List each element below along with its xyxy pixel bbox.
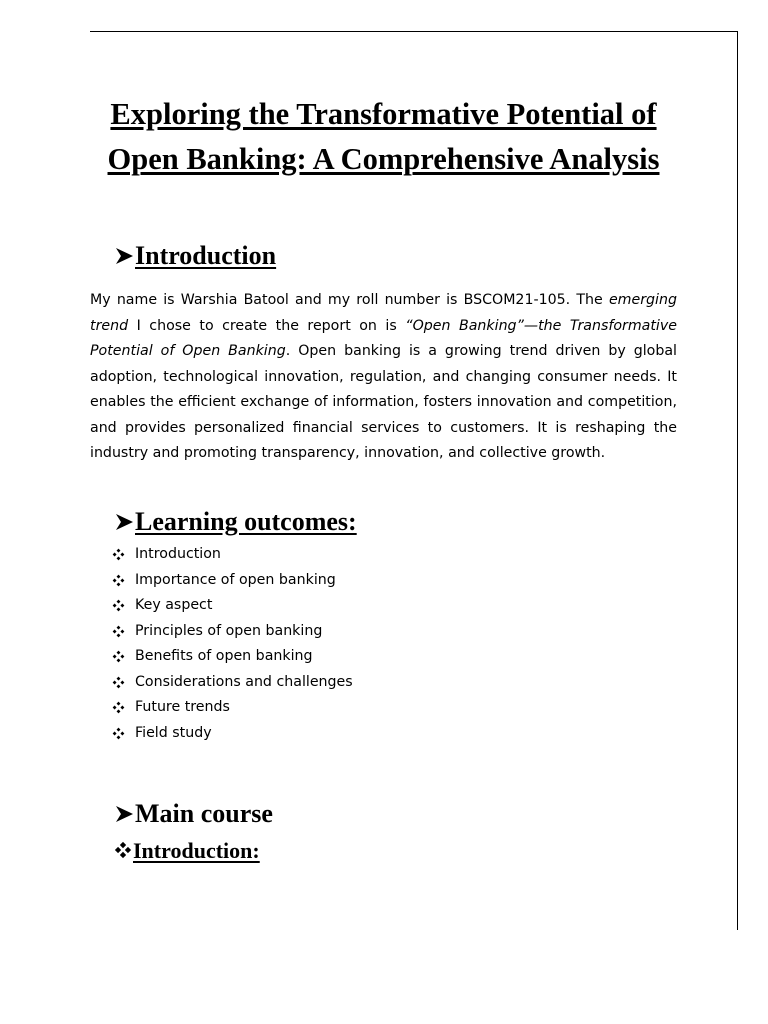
- intro-text-part-1: My name is Warshia Batool and my roll number is BSCOM21-105. The: [90, 292, 609, 308]
- main-course-heading: [114, 798, 273, 830]
- list-item-label: Importance of open banking: [135, 571, 336, 588]
- arrow-bullet-icon: [114, 246, 134, 266]
- list-item-label: Field study: [135, 724, 212, 741]
- document-title: Exploring the Transformative Potential of Open Banking: A Comprehensive Analysis: [107, 97, 660, 176]
- list-item-label: Key aspect: [135, 597, 213, 613]
- diamond-bullet-icon: [112, 574, 125, 587]
- intro-text-part-2: I chose to create the report on is: [128, 317, 406, 334]
- learning-outcomes-heading-label: Learning outcomes:: [135, 507, 357, 536]
- diamond-bullet-icon: [112, 701, 125, 714]
- diamond-bullet-icon: [112, 727, 125, 740]
- learning-outcomes-heading: [114, 506, 357, 538]
- list-item-label: Introduction: [135, 546, 221, 562]
- intro-text-part-3: . Open banking is a growing trend driven by global adoption, technological innovation, regulation, and changing consumer needs. It enables the efficient exchange of information, fosters innovation and competition, and provides personalized financial services to customers. It is reshaping the industry and promoting transparency, innovation, and collective growth.: [90, 343, 677, 461]
- list-item: [112, 695, 353, 721]
- page-border-right: [737, 31, 738, 930]
- list-item: [112, 644, 353, 670]
- list-item-label: Future trends: [135, 699, 230, 715]
- learning-outcomes-list: [112, 542, 353, 746]
- page-border-top: [90, 31, 738, 32]
- diamond-bullet-icon: [112, 599, 125, 612]
- introduction-heading-label: Introduction: [135, 241, 277, 270]
- intro-emphasis-2: “Open Banking”—the Transformative Potential of Open Banking: [90, 317, 678, 359]
- list-item: [112, 619, 353, 645]
- list-item: [112, 542, 353, 568]
- main-course-subheading: [114, 835, 260, 867]
- arrow-bullet-icon: [114, 804, 134, 824]
- main-course-subheading-label: Introduction:: [133, 838, 260, 863]
- intro-emphasis-1: emerging trend: [90, 292, 677, 334]
- list-item-label: Principles of open banking: [135, 622, 323, 639]
- list-item: [112, 568, 353, 594]
- list-item: [112, 670, 353, 696]
- list-item-label: Considerations and challenges: [135, 673, 353, 690]
- list-item-label: Benefits of open banking: [135, 648, 313, 664]
- main-course-heading-label: Main course: [135, 799, 273, 828]
- introduction-heading: [114, 240, 276, 272]
- diamond-bullet-icon: [112, 548, 125, 561]
- diamond-bullet-icon: [114, 841, 132, 859]
- arrow-bullet-icon: [114, 512, 134, 532]
- list-item: [112, 721, 353, 747]
- diamond-bullet-icon: [112, 625, 125, 638]
- list-item: [112, 593, 353, 619]
- diamond-bullet-icon: [112, 676, 125, 689]
- diamond-bullet-icon: [112, 650, 125, 663]
- introduction-paragraph: [90, 288, 677, 467]
